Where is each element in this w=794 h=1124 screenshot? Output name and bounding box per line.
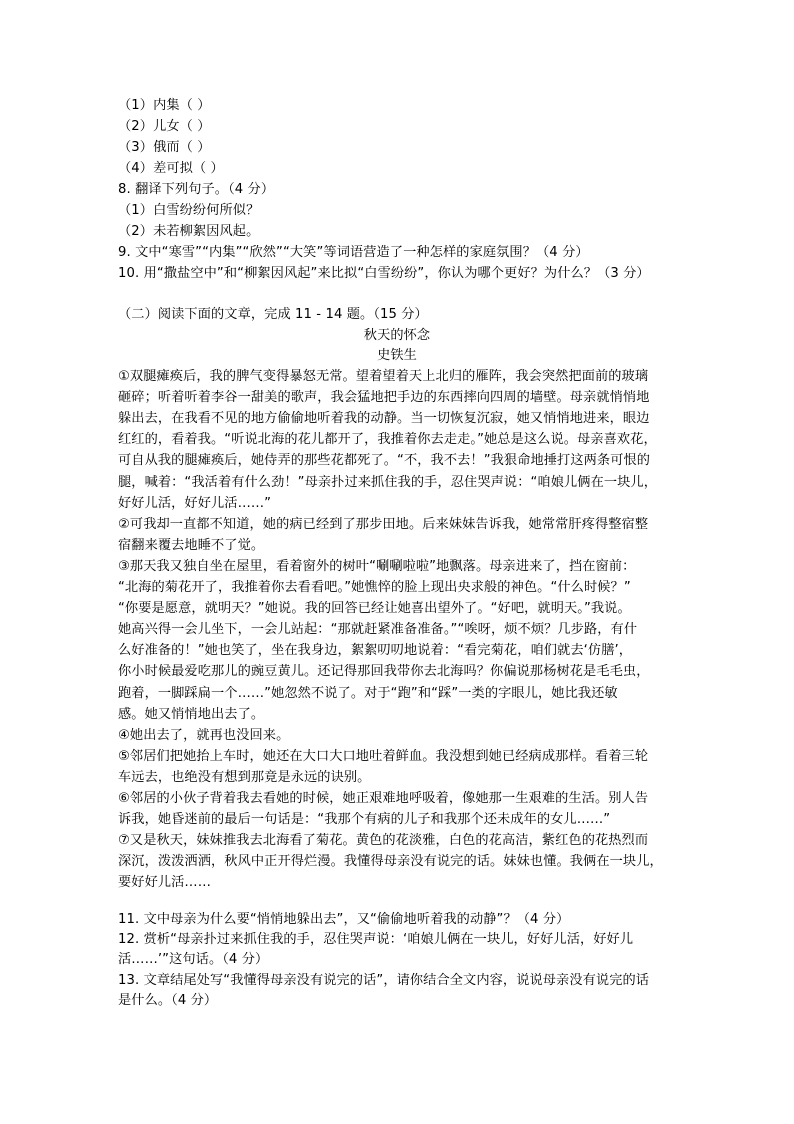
article-line: 深沉，泼泼洒洒，秋风中正开得烂漫。我懂得母亲没有说完的话。妹妹也懂。我俩在一块儿， <box>118 854 663 870</box>
article-line: 砸碎；听着听着李谷一甜美的歌声，我会猛地把手边的东西摔向四周的墙壁。母亲就悄悄地 <box>118 390 650 406</box>
vocab-item-3: （3）俄而（ ） <box>118 140 211 155</box>
article-line: 跑着，一脚踩扁一个……”她忽然不说了。对于“跑”和“踩”一类的字眼儿，她比我还敏 <box>118 685 618 701</box>
question-8-sentence-2: （2）未若柳絮因风起。 <box>118 224 260 239</box>
article-title: 秋天的怀念 <box>363 328 431 343</box>
article-line: ①双腿瘫痪后，我的脾气变得暴怒无常。望着望着天上北归的雁阵，我会突然把面前的玻璃 <box>118 369 649 384</box>
article-line: 感。她又悄悄地出去了。 <box>118 706 265 722</box>
vocab-item-4: （4）差可拟（ ） <box>118 161 224 176</box>
article-line: ④她出去了，就再也没回来。 <box>118 727 290 743</box>
article-line: “你要是愿意，就明天？”她说。我的回答已经让她喜出望外了。“好吧，就明天。”我说。 <box>118 601 631 617</box>
article-line: 诉我，她昏迷前的最后一句话是：“我那个有病的儿子和我那个还未成年的女儿……” <box>118 812 611 828</box>
question-11: 11. 文中母亲为什么要“悄悄地躲出去”，又“偷偷地听着我的动静”？（4 分） <box>118 912 570 927</box>
article-line: 躲出去，在我看不见的地方偷偷地听着我的动静。当一切恢复沉寂，她又悄悄地进来，眼边 <box>118 411 650 427</box>
article-line: 红红的，看着我。“听说北海的花儿都开了，我推着你去走走。”她总是这么说。母亲喜欢花， <box>118 432 657 448</box>
article-line: ⑤邻居们把她抬上车时，她还在大口大口地吐着鲜血。我没想到她已经病成那样。看着三轮 <box>118 748 649 764</box>
article-line: ⑥邻居的小伙子背着我去看她的时候，她正艰难地呼吸着，像她那一生艰难的生活。别人告 <box>118 791 649 806</box>
article-line: 腿，喊着：“我活着有什么劲！”母亲扑过来抓住我的手，忍住哭声说：“咱娘儿俩在一块儿， <box>118 474 658 490</box>
question-8-title: 8. 翻译下列句子。（4 分） <box>118 182 275 197</box>
article-line: 好好儿活，好好儿活……” <box>118 495 272 511</box>
part-2-heading: （二）阅读下面的文章，完成 11 - 14 题。（15 分） <box>118 307 428 322</box>
question-10: 10. 用“撒盐空中”和“柳絮因风起”来比拟“白雪纷纷”，你认为哪个更好？为什么？（3 分） <box>118 266 650 281</box>
question-12-line-1: 12. 赏析“母亲扑过来抓住我的手，忍住哭声说：‘咱娘儿俩在一块儿，好好儿活，好好儿 <box>118 932 634 947</box>
article-line: ②可我却一直都不知道，她的病已经到了那步田地。后来妹妹告诉我，她常常肝疼得整宿整 <box>118 516 649 532</box>
article-line: 可自从我的腿瘫痪后，她侍弄的那些花都死了。“不，我不去！”我狠命地捶打这两条可恨的 <box>118 453 651 469</box>
article-author: 史铁生 <box>377 348 417 363</box>
article-line: “北海的菊花开了，我推着你去看看吧。”她憔悴的脸上现出央求般的神色。“什么时候？” <box>118 580 631 595</box>
article-line: ③那天我又独自坐在屋里，看着窗外的树叶“唰唰啦啦”地飘落。母亲进来了，挡在窗前： <box>118 558 636 574</box>
article-line: 她高兴得一会儿坐下，一会儿站起：“那就赶紧准备准备。”“唉呀，烦不烦？几步路，有什 <box>118 622 638 638</box>
vocab-item-1: （1）内集（ ） <box>118 98 211 113</box>
article-line: 么好准备的！”她也笑了，坐在我身边，絮絮叨叨地说着：“看完菊花，咱们就去‘仿膳’， <box>118 643 633 659</box>
question-12-line-2: 活……’”这句话。（4 分） <box>118 952 269 967</box>
article-line: 车远去，也绝没有想到那竟是永远的诀别。 <box>118 769 371 785</box>
article-line: 宿翻来覆去地睡不了觉。 <box>118 537 265 553</box>
article-line: ⑦又是秋天，妹妹推我去北海看了菊花。黄色的花淡雅，白色的花高洁，紫红色的花热烈而 <box>118 833 649 849</box>
question-9: 9. 文中“寒雪”“内集”“欣然”“大笑”等词语营造了一种怎样的家庭氛围？（4 分） <box>118 245 589 260</box>
article-line: 要好好儿活…… <box>118 875 212 891</box>
question-13-line-2: 是什么。（4 分） <box>118 993 218 1008</box>
question-13-line-1: 13. 文章结尾处写“我懂得母亲没有说完的话”，请你结合全文内容，说说母亲没有说完的话 <box>118 973 650 988</box>
vocab-item-2: （2）儿女（ ） <box>118 119 211 134</box>
article-line: 你小时候最爱吃那儿的豌豆黄儿。还记得那回我带你去北海吗？你偏说那杨树花是毛毛虫， <box>118 664 650 680</box>
question-8-sentence-1: （1）白雪纷纷何所似？ <box>118 203 260 218</box>
